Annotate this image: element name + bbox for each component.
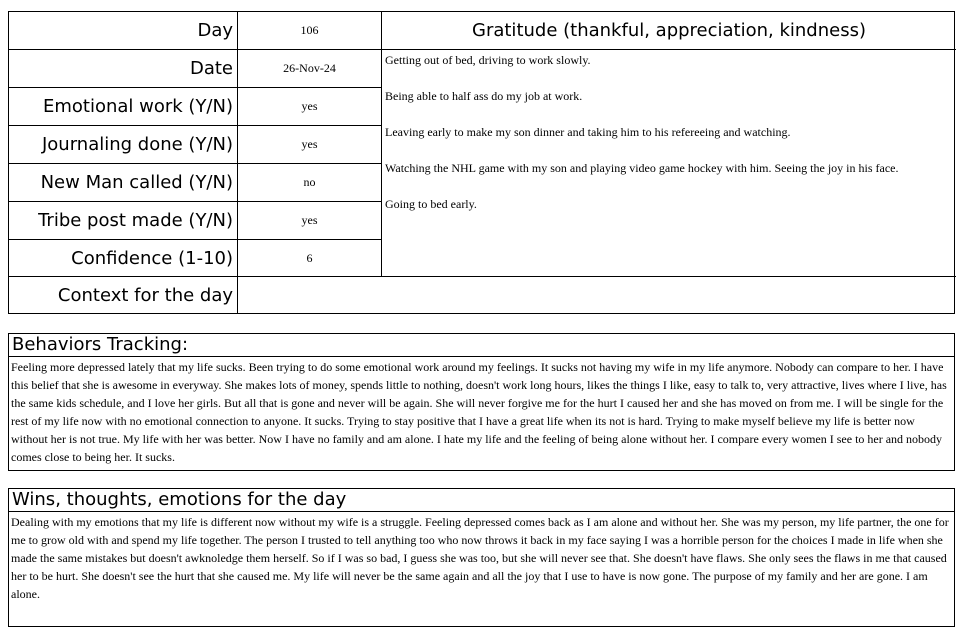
day-label: Day [197, 20, 233, 41]
confidence-value[interactable]: 6 [306, 250, 313, 265]
journaling-label: Journaling done (Y/N) [41, 134, 233, 155]
behaviors-tracking-box [8, 333, 955, 471]
tribe-post-value[interactable]: yes [301, 213, 318, 227]
emotional-work-label: Emotional work (Y/N) [42, 96, 233, 117]
gratitude-title: Gratitude (thankful, appreciation, kindness) [472, 20, 866, 41]
daily-tracker-table [8, 11, 955, 314]
emotional-work-value[interactable]: yes [301, 99, 318, 113]
behaviors-title: Behaviors Tracking: [9, 334, 954, 357]
gratitude-item: Leaving early to make my son dinner and taking him to his refereeing and watching. [385, 125, 791, 139]
confidence-label: Confidence (1-10) [71, 247, 233, 269]
gratitude-item: Watching the NHL game with my son and playing video game hockey with him. Seeing the joy in his face. [385, 161, 899, 175]
gratitude-item: Getting out of bed, driving to work slowly. [385, 53, 591, 67]
gratitude-title-divider [382, 49, 956, 50]
behaviors-text[interactable]: Feeling more depressed lately that my life sucks. Been trying to do some emotional work around my feelings. It sucks not having my wife in my life anymore. Nobody can compare to her. I have this belief that she is awesome in everyway. She makes lots of money, spends little to nothing, doesn't work long hours, likes the things I like, easy to talk to, very attractive, lives where I live, has the same kids schedule, and I love her girls. But all that is gone and never will be again. She will never forgive me for the hurt I caused her and she has moved on from me. I will be single for the rest of my life now with no emotional connection to anyone. It sucks. Trying to stay positive that I have a great life when its not is hard. Trying to make myself believe my life is better now without her is not true. My life with her was better. Now I have no family and am alone. I hate my life and the feeling of being alone without her. I compare every women I see to her and nobody comes close to being her. It sucks. [11, 360, 947, 464]
column-divider-2 [381, 12, 382, 277]
day-value[interactable]: 106 [300, 23, 319, 37]
date-value[interactable]: 26-Nov-24 [283, 61, 336, 75]
gratitude-item: Going to bed early. [385, 197, 477, 211]
tribe-post-label: Tribe post made (Y/N) [38, 210, 233, 231]
wins-title: Wins, thoughts, emotions for the day [9, 489, 954, 512]
journaling-value[interactable]: yes [301, 137, 318, 151]
date-label: Date [189, 58, 233, 79]
context-label: Context for the day [57, 285, 233, 306]
new-man-called-value[interactable]: no [303, 175, 316, 189]
context-value[interactable] [238, 277, 955, 314]
gratitude-item: Being able to half ass do my job at work. [385, 89, 583, 103]
gratitude-list[interactable] [385, 52, 953, 232]
new-man-called-label: New Man called (Y/N) [40, 172, 233, 193]
wins-text[interactable]: Dealing with my emotions that my life is different now without my wife is a struggle. Feeling depressed comes back as I am alone and without her. She was my person, my life partner, the one for me to grow old with and spend my life together. The person I trusted to tell anything too who now throws it back in my face saying I was a horrible person for the choices I made in life when she made the same mistakes but doesn't awknoledge them herself. So if I was so bad, I guess she was too, but she will never see that. She doesn't have flaws. She only sees the flaws in me that caused her to be hurt. She doesn't see the hurt that she caused me. My life will never be the same again and all the joy that I use to have is now gone. The purpose of my family and her are gone. I am alone. [11, 515, 949, 601]
wins-thoughts-box [8, 488, 955, 627]
